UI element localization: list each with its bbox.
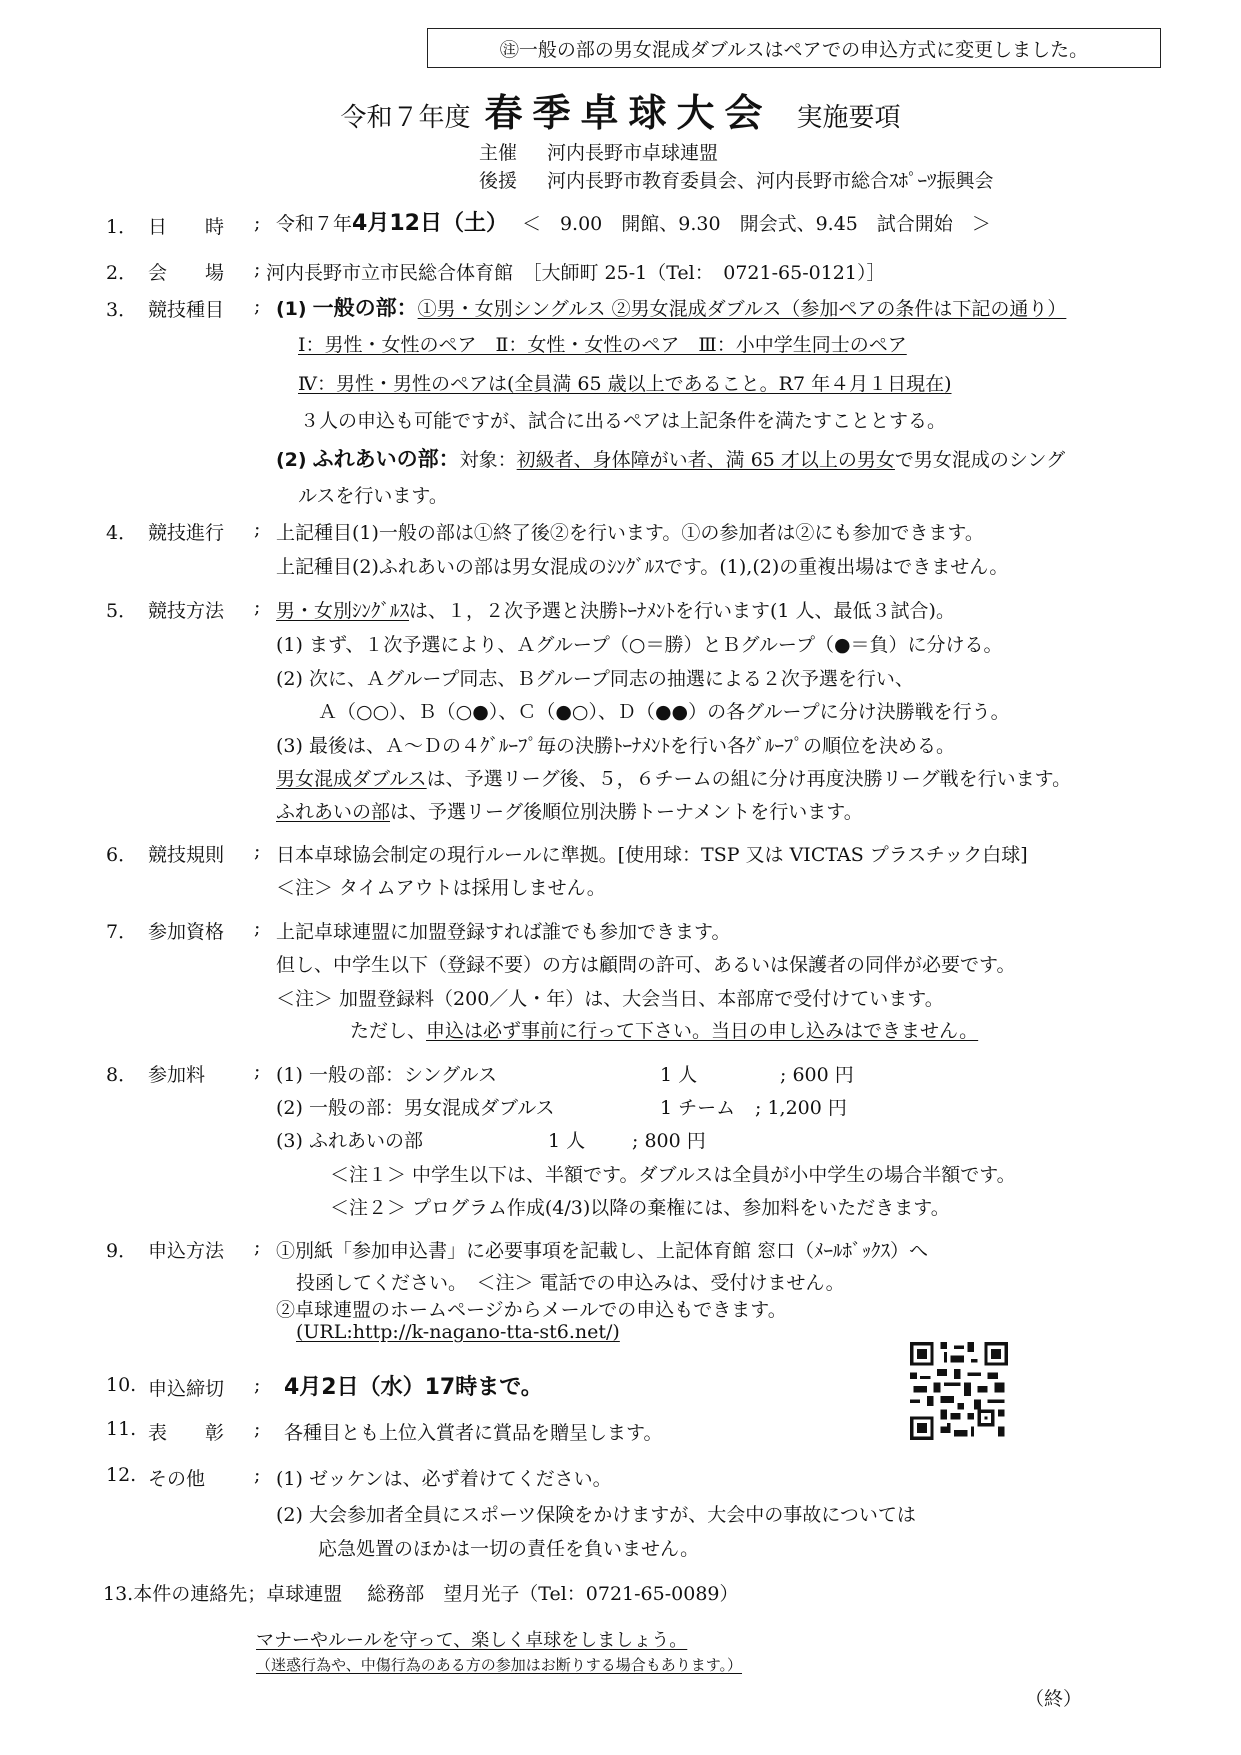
separator: ; xyxy=(254,212,261,234)
section-7-label: 参加資格 xyxy=(148,921,225,943)
section-1-datetime: 令和７年4月12日（土） ＜ 9.00 開館、9.30 開会式、9.45 試合開始 ＞ xyxy=(276,211,991,236)
section-6-number: 6． xyxy=(106,844,138,866)
separator: ; xyxy=(254,1418,261,1440)
contact-info: 13.本件の連絡先；卓球連盟 総務部 望月光子（Tel：0721-65-0089） xyxy=(103,1583,739,1605)
fee-row-1-item: (1) 一般の部：シングルス xyxy=(276,1064,497,1086)
fee-row-3-unit: 1 人 xyxy=(548,1130,586,1152)
section-6-line-1: 日本卓球協会制定の現行ルールに準拠。[使用球：TSP 又は VICTAS プラスチック白球] xyxy=(276,844,1028,866)
section-12-number: 12. xyxy=(106,1464,137,1486)
section-4-line-2: 上記種目(2)ふれあいの部は男女混成のｼﾝｸﾞﾙｽです。(1),(2)の重複出場はできません。 xyxy=(276,556,1009,578)
section-5-line-3: (2) 次に、Ａグループ同志、Ｂグループ同志の抽選による２次予選を行い、 xyxy=(276,668,914,690)
section-4-line-1: 上記種目(1)一般の部は①終了後②を行います。①の参加者は②にも参加できます。 xyxy=(276,522,984,544)
title-suffix: 実施要項 xyxy=(796,103,901,133)
section-5-line-1: 男・女別ｼﾝｸﾞﾙｽは、１，２次予選と決勝ﾄｰﾅﾒﾝﾄを行います(1 人、最低３試合)。 xyxy=(276,600,955,622)
section-9-line-3: ②卓球連盟のホームページからメールでの申込もできます。 xyxy=(276,1299,787,1321)
section-3-pair-conditions-1: Ⅰ：男性・女性のペア Ⅱ：女性・女性のペア Ⅲ：小中学生同士のペア xyxy=(298,334,907,356)
separator: ; xyxy=(254,295,261,317)
section-12-label: その他 xyxy=(148,1468,206,1490)
section-4-number: 4． xyxy=(106,522,138,544)
fee-note-1: ＜注１＞ 中学生以下は、半額です。ダブルスは全員が小中学生の場合半額です。 xyxy=(330,1164,1016,1186)
section-9-line-2: 投函してください。 ＜注＞ 電話での申込みは、受付けません。 xyxy=(296,1272,845,1294)
section-2-number: 2． xyxy=(106,262,138,284)
homepage-url-link[interactable]: (URL:http://k-nagano-tta-st6.net/) xyxy=(296,1321,620,1343)
section-11-text: 各種目とも上位入賞者に賞品を贈呈します。 xyxy=(284,1422,663,1444)
separator: ; xyxy=(254,258,261,280)
fee-row-3-item: (3) ふれあいの部 xyxy=(276,1130,423,1152)
section-7-number: 7． xyxy=(106,921,138,943)
fee-row-1-price: ; 600 円 xyxy=(780,1064,854,1086)
section-3-fureai: (2) ふれあいの部：対象：初級者、身体障がい者、満 65 才以上の男女で男女混成のシング xyxy=(276,447,1066,471)
section-4-label: 競技進行 xyxy=(148,522,225,544)
section-12-line-1: (1) ゼッケンは、必ず着けてください。 xyxy=(276,1468,612,1490)
separator: ; xyxy=(254,1060,261,1082)
section-3-fureai-cont: ルスを行います。 xyxy=(298,485,448,507)
section-6-line-2: ＜注＞ タイムアウトは採用しません。 xyxy=(276,877,606,899)
section-7-line-4: ただし、申込は必ず事前に行って下さい。当日の申し込みはできません。 xyxy=(350,1020,979,1042)
qr-code[interactable] xyxy=(910,1342,1008,1440)
separator: ; xyxy=(254,840,261,862)
section-1-number: 1． xyxy=(106,216,138,238)
section-7-line-1: 上記卓球連盟に加盟登録すれば誰でも参加できます。 xyxy=(276,921,731,943)
change-notice-text: ㊟一般の部の男女混成ダブルスはペアでの申込方式に変更しました。 xyxy=(499,38,1089,61)
section-3-note: ３人の申込も可能ですが、試合に出るペアは上記条件を満たすこととする。 xyxy=(300,410,947,432)
section-5-line-5: (3) 最後は、Ａ～Ｄの４ｸﾞﾙｰﾌﾟ毎の決勝ﾄｰﾅﾒﾝﾄを行い各ｸﾞﾙｰﾌﾟの順位を決める。 xyxy=(276,735,955,757)
section-5-line-2: (1) まず、１次予選により、Ａグループ（○＝勝）とＢグループ（●＝負）に分ける。 xyxy=(276,634,1003,656)
fee-row-2-unit: 1 チーム xyxy=(660,1097,736,1119)
separator: ; xyxy=(254,1236,261,1258)
deadline-text: 4月2日（水）17時まで。 xyxy=(284,1375,543,1400)
manner-message: マナーやルールを守って、楽しく卓球をしましょう。 xyxy=(256,1630,688,1651)
change-notice-box xyxy=(427,28,1161,68)
separator: ; xyxy=(254,917,261,939)
section-7-line-3: ＜注＞ 加盟登録料（200／人・年）は、大会当日、本部席で受付けています。 xyxy=(276,988,944,1010)
fee-row-1-unit: 1 人 xyxy=(660,1064,698,1086)
section-5-label: 競技方法 xyxy=(148,600,225,622)
section-3-pair-conditions-2: Ⅳ：男性・男性のペアは(全員満 65 歳以上であること。R7 年４月１日現在) xyxy=(298,373,952,395)
manner-note: （迷惑行為や、中傷行為のある方の参加はお断りする場合もあります。） xyxy=(256,1656,743,1674)
section-1-label: 日 時 xyxy=(148,216,225,238)
section-9-number: 9． xyxy=(106,1240,138,1262)
section-5-number: 5． xyxy=(106,600,138,622)
section-3-general-heading: (1) 一般の部：①男・女別シングルス ②男女混成ダブルス（参加ペアの条件は下記の通り） xyxy=(276,296,1067,320)
section-7-line-2: 但し、中学生以下（登録不要）の方は顧問の許可、あるいは保護者の同伴が必要です。 xyxy=(276,954,1016,976)
fee-note-2: ＜注２＞ プログラム作成(4/3)以降の棄権には、参加料をいただきます。 xyxy=(330,1197,950,1219)
end-mark: （終） xyxy=(1025,1688,1083,1710)
fee-row-2-price: ; 1,200 円 xyxy=(755,1097,847,1119)
section-2-venue: 河内長野市立市民総合体育館 ［大師町 25-1（Tel： 0721-65-0121）］ xyxy=(266,262,886,284)
title-main: 春季卓球大会 xyxy=(484,91,773,135)
fee-row-2-item: (2) 一般の部：男女混成ダブルス xyxy=(276,1097,555,1119)
section-5-line-4: Ａ（○○）、Ｂ（○●）、Ｃ（●○）、Ｄ（●●）の各グループに分け決勝戦を行う。 xyxy=(318,701,1010,723)
section-10-label: 申込締切 xyxy=(148,1378,225,1400)
section-3-label: 競技種目 xyxy=(148,299,225,321)
section-9-label: 申込方法 xyxy=(148,1240,225,1262)
section-8-number: 8． xyxy=(106,1064,138,1086)
fee-row-3-price: ; 800 円 xyxy=(632,1130,706,1152)
separator: ; xyxy=(254,596,261,618)
section-11-number: 11. xyxy=(106,1418,137,1440)
section-10-number: 10. xyxy=(106,1374,137,1396)
separator: ; xyxy=(254,1374,261,1396)
organizer: 主催 河内長野市卓球連盟 xyxy=(479,142,719,164)
section-11-label: 表 彰 xyxy=(148,1422,225,1444)
title-prefix: 令和７年度 xyxy=(340,103,471,133)
supporter: 後援 河内長野市教育委員会、河内長野市総合ｽﾎﾟｰﾂ振興会 xyxy=(479,170,994,192)
section-3-number: 3． xyxy=(106,299,138,321)
section-2-label: 会 場 xyxy=(148,262,225,284)
page-title xyxy=(0,82,1241,137)
section-12-line-2: (2) 大会参加者全員にスポーツ保険をかけますが、大会中の事故については xyxy=(276,1504,916,1526)
section-8-label: 参加料 xyxy=(148,1064,206,1086)
section-5-line-6: 男女混成ダブルスは、予選リーグ後、５，６チームの組に分け再度決勝リーグ戦を行います。 xyxy=(276,768,1072,790)
separator: ; xyxy=(254,1464,261,1486)
separator: ; xyxy=(254,518,261,540)
section-12-line-3: 応急処置のほかは一切の責任を負いません。 xyxy=(318,1538,700,1560)
section-6-label: 競技規則 xyxy=(148,844,225,866)
event-date: 4月12日（土） xyxy=(352,211,508,236)
section-9-line-1: ①別紙「参加申込書」に必要事項を記載し、上記体育館 窓口（ﾒｰﾙﾎﾞｯｸｽ）へ xyxy=(276,1240,929,1262)
section-5-line-7: ふれあいの部は、予選リーグ後順位別決勝トーナメントを行います。 xyxy=(276,801,863,823)
